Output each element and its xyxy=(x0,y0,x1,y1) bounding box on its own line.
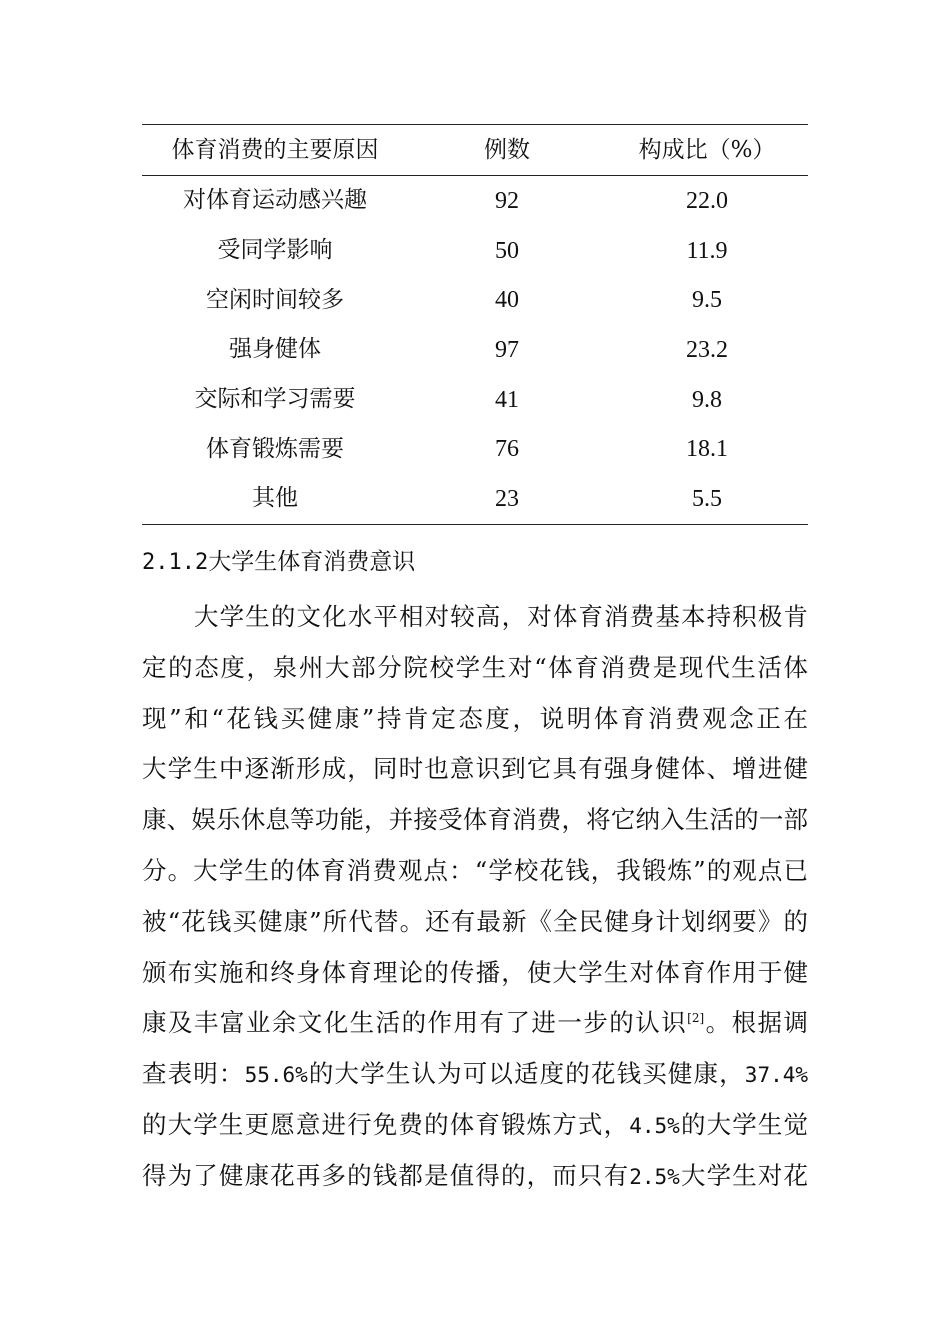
header-count: 例数 xyxy=(484,136,530,163)
cell-reason: 交际和学习需要 xyxy=(194,386,356,413)
line-text: 的大学生觉 xyxy=(679,1109,809,1139)
percent-value: 37.4% xyxy=(744,1063,809,1088)
paragraph-line xyxy=(142,1100,808,1151)
cell-reason: 受同学影响 xyxy=(217,237,333,264)
table-row xyxy=(142,325,808,375)
paragraph-line: 定的态度，泉州大部分院校学生对“体育消费是现代生活体 xyxy=(142,652,808,682)
line-text: 。根据调 xyxy=(704,1008,809,1038)
table-row xyxy=(142,226,808,276)
cell-reason: 其他 xyxy=(252,485,298,512)
line-text: 的大学生更愿意进行免费的体育锻炼方式， xyxy=(142,1109,630,1139)
paragraph-line: 分。大学生的体育消费观点：“学校花钱，我锻炼”的观点已 xyxy=(142,855,808,885)
section-heading xyxy=(142,544,415,581)
section-number: 2.1.2 xyxy=(142,550,209,575)
header-ratio: 构成比（%） xyxy=(638,136,776,163)
table-row xyxy=(142,474,808,524)
cell-count: 40 xyxy=(495,287,519,314)
cell-ratio: 22.0 xyxy=(686,187,728,214)
percent-value: 2.5% xyxy=(629,1164,680,1189)
consumption-reasons-table xyxy=(142,124,808,525)
paragraph-line: 颁布实施和终身体育理论的传播，使大学生对体育作用于健 xyxy=(142,957,808,987)
table-row xyxy=(142,275,808,325)
citation-ref: [2] xyxy=(687,1011,705,1026)
cell-ratio: 18.1 xyxy=(686,436,728,463)
line-text: 大学生对花 xyxy=(679,1160,809,1190)
paragraph-line xyxy=(142,1151,808,1202)
cell-ratio: 11.9 xyxy=(686,237,728,264)
cell-count: 92 xyxy=(495,187,519,214)
cell-reason: 对体育运动感兴趣 xyxy=(183,187,367,214)
percent-value: 4.5% xyxy=(629,1113,680,1138)
table-row xyxy=(142,424,808,474)
body-paragraph xyxy=(142,592,808,1202)
paragraph-line: 被“花钱买健康”所代替。还有最新《全民健身计划纲要》的 xyxy=(142,906,808,936)
cell-reason: 强身健体 xyxy=(229,336,321,363)
cell-reason: 空闲时间较多 xyxy=(206,286,344,313)
table-row xyxy=(142,176,808,226)
percent-value: 55.6% xyxy=(244,1063,308,1088)
cell-reason: 体育锻炼需要 xyxy=(206,435,344,462)
cell-ratio: 23.2 xyxy=(686,336,728,363)
cell-count: 41 xyxy=(495,386,519,413)
paragraph-line xyxy=(142,1049,808,1100)
line-text: 康及丰富业余文化生活的作用有了进一步的认识 xyxy=(142,1008,688,1038)
cell-count: 50 xyxy=(495,237,519,264)
header-reason: 体育消费的主要原因 xyxy=(171,136,379,163)
cell-ratio: 5.5 xyxy=(692,485,722,512)
cell-count: 76 xyxy=(495,436,519,463)
paragraph-line xyxy=(142,998,808,1049)
line-text: 查表明： xyxy=(142,1059,245,1089)
paragraph-line: 现”和“花钱买健康”持肯定态度，说明体育消费观念正在 xyxy=(142,703,808,733)
cell-count: 97 xyxy=(495,336,519,363)
cell-count: 23 xyxy=(495,485,519,512)
cell-ratio: 9.8 xyxy=(692,386,722,413)
table-row xyxy=(142,375,808,425)
paragraph-line: 大学生的文化水平相对较高，对体育消费基本持积极肯 xyxy=(194,602,808,631)
paragraph-line: 康、娱乐休息等功能，并接受体育消费，将它纳入生活的一部 xyxy=(142,805,808,835)
section-title: 大学生体育消费意识 xyxy=(208,549,416,575)
cell-ratio: 9.5 xyxy=(692,287,722,314)
line-text: 的大学生认为可以适度的花钱买健康， xyxy=(307,1059,745,1089)
table-header-row xyxy=(142,125,808,176)
paragraph-line: 大学生中逐渐形成，同时也意识到它具有强身健体、增进健 xyxy=(142,754,808,784)
line-text: 得为了健康花再多的钱都是值得的，而只有 xyxy=(142,1160,630,1190)
